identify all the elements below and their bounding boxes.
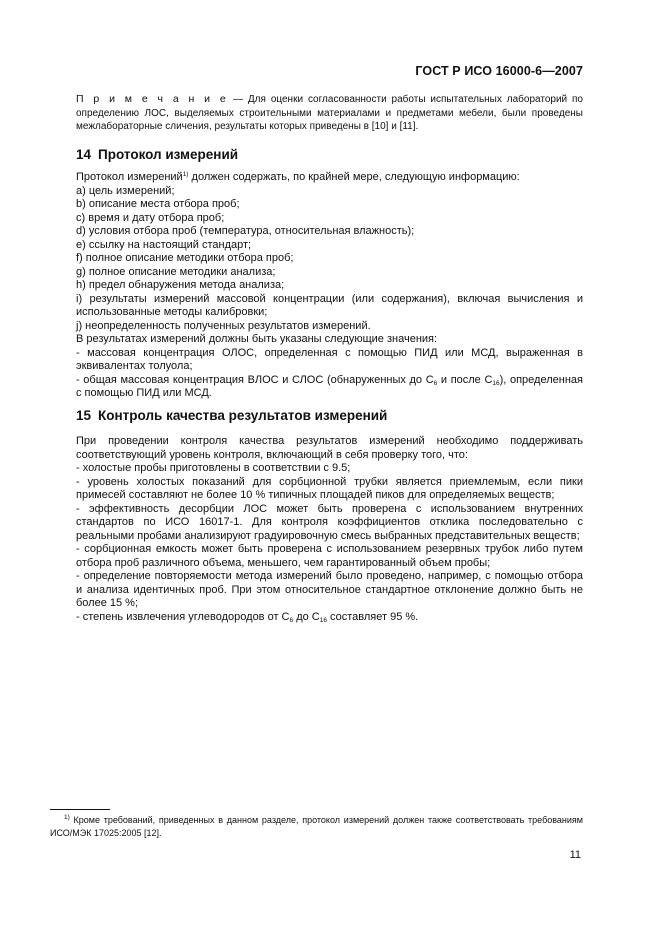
list-item: - уровень холостых показаний для сорбционной трубки является приемлемым, если пики примесей составляют не более 10 % типичных площадей пиков для определяемых веществ; (76, 475, 583, 501)
section-15-number: 15 (76, 408, 92, 423)
list-item: a) цель измерений; (76, 184, 175, 197)
list-item: - сорбционная емкость может быть проверена с использованием резервных трубок либо путем отбора проб различного объема, меньшего, чем гарантированный объем пробы; (76, 543, 583, 569)
section-14-intro: Протокол измерений$^{1)}$ должен содержать, по крайней мере, следующую информацию: (76, 171, 520, 183)
section-14-heading (76, 147, 238, 162)
section-15-title: Контроль качества результатов измерений (98, 408, 388, 423)
document-code: ГОСТ Р ИСО 16000-6—2007 (415, 64, 583, 78)
list-item: b) описание места отбора проб; (76, 198, 240, 210)
list-item: - эффективность десорбции ЛОС может быть проверена с использованием внутренних стандартов по ИСО 16017-1. Для контроля коэффициентов отклика последовательно с реальными пробами анализируют градуировочную смесь выбранных представительных веществ; (76, 502, 583, 542)
footnote-text: Кроме требований, приведенных в данном разделе, протокол измерений должен также соответствовать требованиям ИСО/МЭК 17025:2005 [12]. (50, 815, 583, 838)
list-item: f) полное описание методики отбора проб; (76, 252, 294, 264)
section-14-number: 14 (76, 147, 92, 162)
list-item: - определение повторяемости метода измерений было проведено, например, с помощью отбора и анализа идентичных проб. При этом относительное стандартное отклонение должно быть не более 15 %; (76, 570, 583, 609)
list-item: c) время и дату отбора проб; (76, 211, 225, 224)
list-item: j) неопределенность полученных результатов измерений. (76, 319, 371, 332)
list-item: h) предел обнаружения метода анализа; (76, 279, 285, 291)
note-paragraph (76, 93, 583, 134)
page-number: 11 (569, 849, 581, 861)
section-15-heading (76, 408, 387, 423)
result-value-item: - общая массовая концентрация ВЛОС и СЛОС (обнаруженных до $С_6$ и после $С_{16}$), определенная с помощью ПИД или МСД. (76, 373, 583, 399)
list-item: g) полное описание методики анализа; (76, 265, 276, 278)
footnote-ref: 1) (182, 171, 189, 178)
section-14-body (76, 171, 583, 401)
section-15-body (76, 435, 583, 624)
results-intro: В результатах измерений должны быть указаны следующие значения: (76, 333, 438, 345)
footnote (50, 814, 583, 840)
note-label: П р и м е ч а н и е (76, 93, 229, 105)
footnote-marker: 1) (64, 814, 70, 821)
list-item: - степень извлечения углеводородов от $С_6$ до $С_{16}$ составляет 95 %. (76, 610, 419, 624)
list-item: i) результаты измерений массовой концентрации (или содержания), включая вычисления и использованные методы калибровки; (76, 292, 583, 318)
list-item: - холостые пробы приготовлены в соответствии с 9.5; (76, 462, 351, 474)
footnote-divider (50, 809, 110, 810)
list-item: e) ссылку на настоящий стандарт; (76, 238, 252, 251)
note-text: — Для оценки согласованности работы испытательных лабораторий по определению ЛОС, выделяемых строительными материалами и предметами мебели, были проведены межлабораторные сличения, результаты которых приведены в [10] и [11]. (76, 94, 583, 132)
list-item: d) условия отбора проб (температура, относительная влажность); (76, 225, 415, 237)
result-value-item: - массовая концентрация ОЛОС, определенная с помощью ПИД или МСД, выраженная в эквивалентах толуола; (76, 346, 583, 372)
section-15-intro: При проведении контроля качества результатов измерений необходимо поддерживать соответствующий уровень контроля, включающий в себя проверку того, что: (76, 435, 583, 461)
section-14-title: Протокол измерений (98, 147, 239, 162)
